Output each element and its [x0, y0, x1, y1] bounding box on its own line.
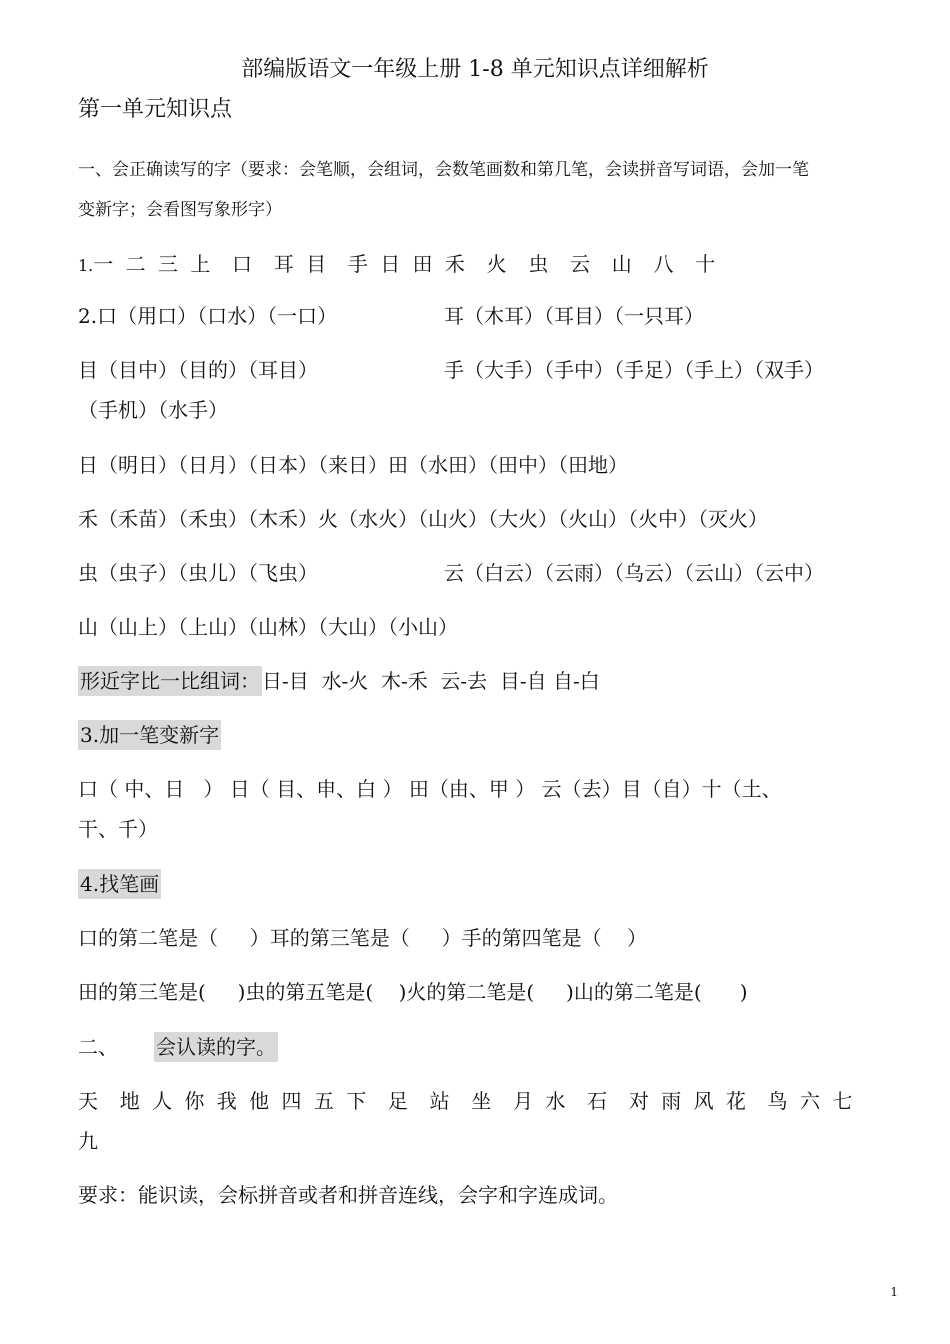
page-number: 1	[890, 1285, 898, 1299]
section1-intro-line2: 变新字；会看图写象形字）	[78, 200, 282, 220]
word-group-shou-line1: 手（大手）（手中）（手足）（手上）（双手）	[444, 358, 824, 382]
item1-chars: 一 二 三 上 口 耳 目 手 日 田 禾 火 虫 云 山 八 十	[93, 252, 719, 276]
word-group-ri-tian: 日（明日）（日月）（日本）（来日）田（水田）（田中）（田地）	[78, 453, 628, 477]
section1-intro-line1: 一、会正确读写的字（要求：会笔顺，会组词，会数笔画数和第几笔，会读拼音写词语，会加一笔	[78, 160, 809, 180]
similar-chars-pairs: 日-目 水-火 木-禾 云-去 目-自 自-白	[262, 669, 600, 693]
add-stroke-heading-line	[78, 715, 221, 755]
strokes-heading: 4.找笔画	[78, 869, 161, 899]
word-group-mu: 目（目中）（目的）（耳目）	[78, 358, 318, 382]
word-group-he-huo: 禾（禾苗）（禾虫）（木禾）火（水火）（山火）（大火）（火山）（火中）（灭火）	[78, 507, 768, 531]
section2-heading: 会认读的字。	[154, 1032, 278, 1062]
reading-chars-line1: 天 地 人 你 我 他 四 五 下 足 站 坐 月 水 石 对 雨 风 花 鸟 六 七	[78, 1089, 856, 1113]
section2-heading-line	[78, 1027, 278, 1067]
strokes-heading-line	[78, 864, 161, 904]
document-title: 部编版语文一年级上册 1-8 单元知识点详细解析	[241, 57, 709, 82]
add-stroke-line1: 口（ 中、日 ） 日（ 目、申、白 ） 田（由、甲 ） 云（去）目（自）十（土、	[78, 777, 782, 801]
item1-prefix: 1.	[78, 256, 94, 275]
add-stroke-heading: 3.加一笔变新字	[78, 720, 221, 750]
word-group-kou: 2.口（用口）（口水）（一口）	[78, 304, 338, 328]
word-group-shou-line2: （手机）（水手）	[78, 398, 228, 422]
section2-prefix: 二、	[78, 1035, 118, 1059]
word-group-er: 耳（木耳）（耳目）（一只耳）	[444, 304, 704, 328]
section2-requirement: 要求：能识读，会标拼音或者和拼音连线，会字和字连成词。	[78, 1183, 618, 1207]
word-group-shan: 山（山上）（上山）（山林）（大山）（小山）	[78, 615, 458, 639]
strokes-question-line1: 口的第二笔是（ ）耳的第三笔是（ ）手的第四笔是（ ）	[78, 926, 648, 950]
add-stroke-line2: 干、千）	[78, 817, 158, 841]
unit-heading: 第一单元知识点	[78, 97, 233, 122]
reading-chars-line2: 九	[78, 1129, 98, 1153]
similar-chars-label: 形近字比一比组词：	[78, 666, 262, 696]
writing-chars-line	[78, 244, 718, 286]
word-group-chong: 虫（虫子）（虫儿）（飞虫）	[78, 561, 318, 585]
word-group-yun: 云（白云）（云雨）（乌云）（云山）（云中）	[444, 561, 824, 585]
similar-chars-line	[78, 661, 600, 701]
strokes-question-line2: 田的第三笔是( )虫的第五笔是( )火的第二笔是( )山的第二笔是( )	[78, 980, 748, 1004]
